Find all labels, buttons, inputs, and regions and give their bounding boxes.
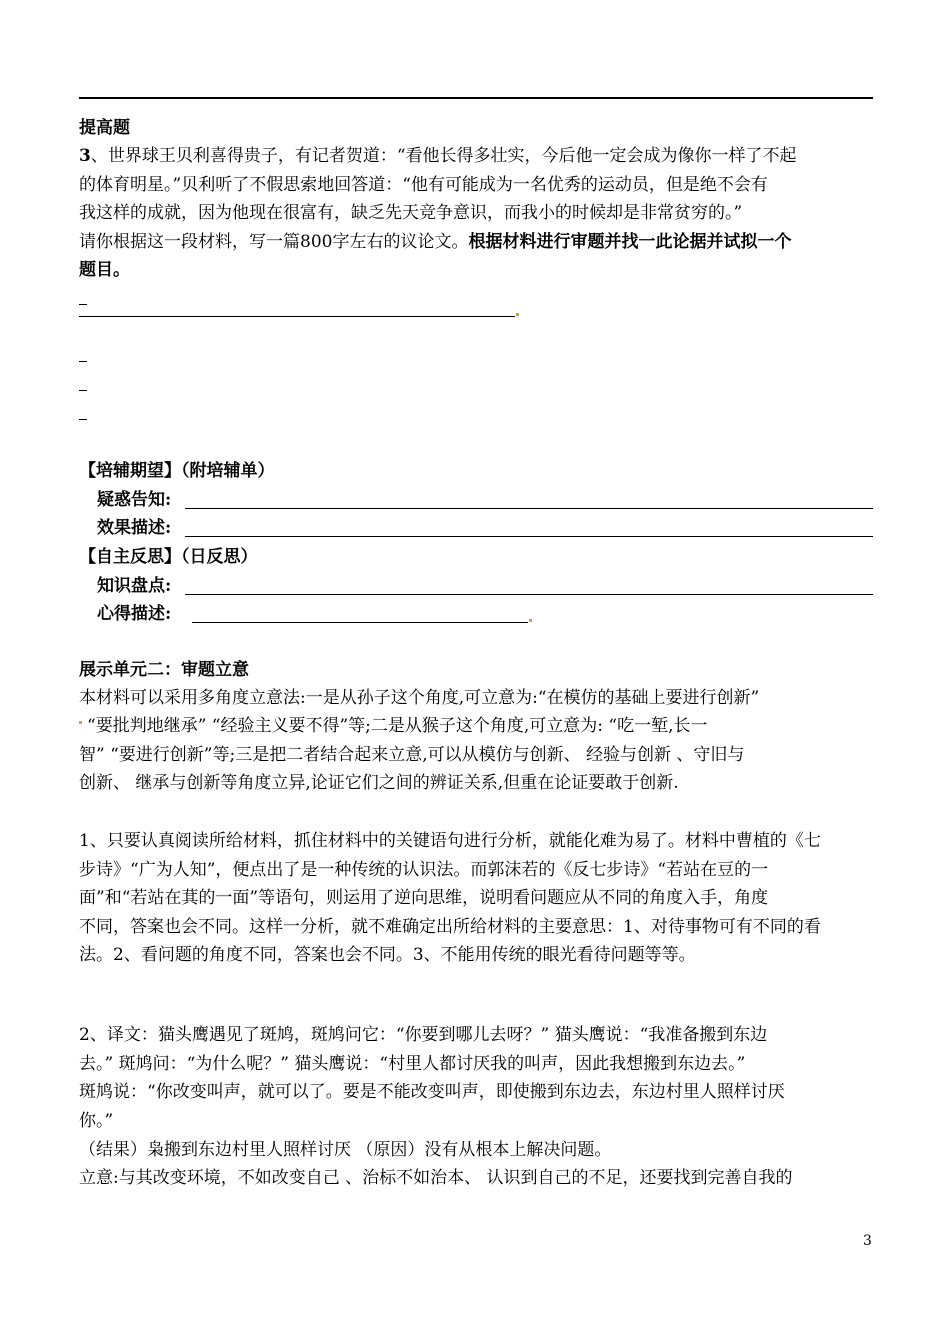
unit-2-line-4: 创新、 继承与创新等角度立异,论证它们之间的辨证关系,但重在论证要敢于创新. xyxy=(79,773,679,793)
anchor-mark xyxy=(529,619,532,622)
answer-2-line-6: 立意:与其改变环境，不如改变自己 、治标不如治本、 认识到自己的不足，还要找到完善自我的 xyxy=(79,1168,793,1188)
question-3-prompt: 请你根据这一段材料，写一篇800字左右的议论文。根据材料进行审题并找一此论据并试拟一个 xyxy=(79,232,792,252)
fudao-heading: 【培辅期望】（附培辅单） xyxy=(79,461,275,481)
fansi-field-1-input[interactable] xyxy=(185,594,873,595)
unit-2-line-3: 智” “要进行创新”等;三是把二者结合起来立意,可以从模仿与创新、 经验与创新 、守旧与 xyxy=(79,745,745,765)
fudao-field-2-label: 效果描述: xyxy=(97,518,172,538)
unit-2-title: 展示单元二：审题立意 xyxy=(79,660,249,680)
section-title: 提高题 xyxy=(79,118,130,138)
anchor-mark xyxy=(79,721,82,724)
header-rule xyxy=(79,97,873,99)
unit-2-line-1: 本材料可以采用多角度立意法:一是从孙子这个角度,可立意为:“在模仿的基础上要进行创新” xyxy=(79,688,760,708)
answer-1-line-5: 法。2、看问题的角度不同，答案也会不同。3、不能用传统的眼光看待问题等等。 xyxy=(79,945,696,965)
answer-1-line-1: 1、只要认真阅读所给材料，抓住材料中的关键语句进行分析，就能化难为易了。材料中曹植的《七 xyxy=(79,831,821,851)
answer-2-line-5: （结果）枭搬到东边村里人照样讨厌 （原因）没有从根本上解决问题。 xyxy=(79,1140,612,1160)
blank-dash xyxy=(79,390,87,391)
blank-dash xyxy=(79,304,87,305)
fansi-field-2-label: 心得描述: xyxy=(97,604,172,624)
page-number: 3 xyxy=(863,1233,872,1249)
unit-2-line-2: “要批判地继承” “经验主义要不得”等;二是从猴子这个角度,可立意为: “吃一堑,长一 xyxy=(87,716,708,736)
question-3-prompt-end: 题目。 xyxy=(79,260,130,280)
question-3-line-2: 的体育明星。”贝利听了不假思索地回答道：“他有可能成为一名优秀的运动员，但是绝不会有 xyxy=(79,175,768,195)
answer-1-line-2: 步诗》“广为人知”，便点出了是一种传统的认识法。而郭沫若的《反七步诗》“若站在豆的一 xyxy=(79,860,769,880)
blank-dash xyxy=(79,419,87,420)
answer-2-line-4: 你。” xyxy=(79,1111,114,1131)
fansi-heading: 【自主反思】（日反思） xyxy=(79,547,258,567)
answer-2-line-2: 去。” 斑鸠问：“为什么呢？” 猫头鹰说：“村里人都讨厌我的叫声，因此我想搬到东边去。” xyxy=(79,1054,746,1074)
answer-1-line-4: 不同，答案也会不同。这样一分析，就不难确定出所给材料的主要意思：1、对待事物可有不同的看 xyxy=(79,917,821,937)
question-number: 3 xyxy=(79,146,91,166)
blank-dash xyxy=(79,361,87,362)
answer-2-line-1: 2、译文：猫头鹰遇见了斑鸠，斑鸠问它：“你要到哪儿去呀？” 猫头鹰说：“我准备搬到东边 xyxy=(79,1025,768,1045)
answer-1-line-3: 面”和“若站在萁的一面”等语句，则运用了逆向思维，说明看问题应从不同的角度入手，角度 xyxy=(79,888,769,908)
fansi-field-1-label: 知识盘点: xyxy=(97,576,172,596)
fansi-field-2-input[interactable] xyxy=(192,622,528,623)
answer-2-line-3: 斑鸠说：“你改变叫声，就可以了。要是不能改变叫声，即使搬到东边去，东边村里人照样讨厌 xyxy=(79,1082,785,1102)
question-3-line-1: 3、世界球王贝利喜得贵子，有记者贺道：“看他长得多壮实，今后他一定会成为像你一样了不起 xyxy=(79,146,797,166)
fudao-field-1-input[interactable] xyxy=(185,508,873,509)
anchor-mark xyxy=(516,313,519,316)
question-3-line-3: 我这样的成就，因为他现在很富有，缺乏先天竞争意识，而我小的时候却是非常贫穷的。” xyxy=(79,203,743,223)
fudao-field-1-label: 疑惑告知: xyxy=(97,490,172,510)
fudao-field-2-input[interactable] xyxy=(185,536,873,537)
answer-line[interactable] xyxy=(79,316,515,317)
